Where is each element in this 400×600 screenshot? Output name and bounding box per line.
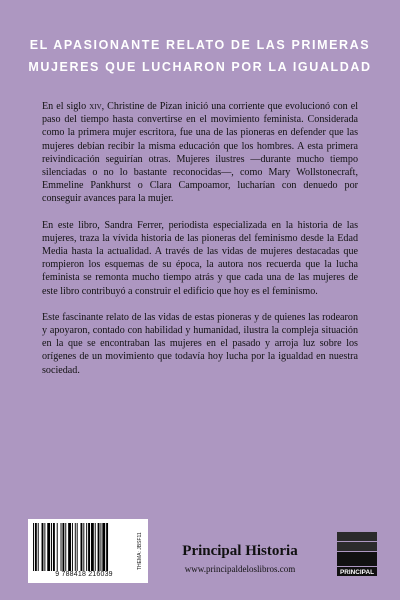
principal-logo xyxy=(337,532,377,576)
blurb xyxy=(42,100,358,390)
blurb-paragraph-2: En este libro, Sandra Ferrer, periodista especializada en la historia de las mujeres, traza la vívida historia de las pioneras del feminismo desde la Edad Media hasta la actualidad. A través de las vidas de mujeres destacadas que rompieron los esquemas de su época, la autora nos recuerda que la lucha feminista se remonta mucho tiempo atrás y que cada una de las mujeres de este libro contribuyó a construir el edificio que hoy es el feminismo. xyxy=(42,219,358,297)
barcode-bars xyxy=(32,523,136,571)
century-roman-numeral: xiv xyxy=(89,101,102,112)
headline-line-2: MUJERES QUE LUCHARON POR LA IGUALDAD xyxy=(28,60,372,74)
publisher-url: www.principaldeloslibros.com xyxy=(184,564,296,574)
barcode-digits: 9 788418 216039 xyxy=(55,571,113,578)
publisher-imprint xyxy=(150,543,330,574)
logo-text: PRINCIPAL xyxy=(340,569,374,576)
isbn-barcode xyxy=(28,519,148,583)
publisher-name: Principal Historia xyxy=(182,543,298,559)
headline xyxy=(20,34,380,78)
blurb-paragraph-3: Este fascinante relato de las vidas de estas pioneras y de quienes las rodearon y apoyaron, contado con habilidad y humanidad, ilustra la compleja situación en la que se encontraban las mujeres en el pasado y arroja luz sobre los orígenes de un movimiento que todavía hoy lucha por la igualdad en nuestra sociedad. xyxy=(42,311,358,376)
blurb-p1-rest: , Christine de Pizan inició una corriente que evolucionó con el paso del tiempo hasta convertirse en el movimiento feminista. Considerada como la primera mujer escritora, fue una de las pioneras en defender que las mujeres debían recibir la misma educación que los hombres. A esta primera reivindicación seguirían otras. Mujeres ilustres —durante mucho tiempo silenciadas o no lo bastante reconocidas—, como Mary Wollstonecraft, Emmeline Pankhurst o Clara Campoamor, lucharían con denuedo por conseguir avances para la mujer. xyxy=(42,101,358,205)
blurb-paragraph-1 xyxy=(42,100,358,206)
barcode-side-text: THEMA: JBSF11 xyxy=(137,532,143,570)
headline-line-1: EL APASIONANTE RELATO DE LAS PRIMERAS xyxy=(29,38,371,52)
blurb-p1-start: En el siglo xyxy=(42,101,90,112)
